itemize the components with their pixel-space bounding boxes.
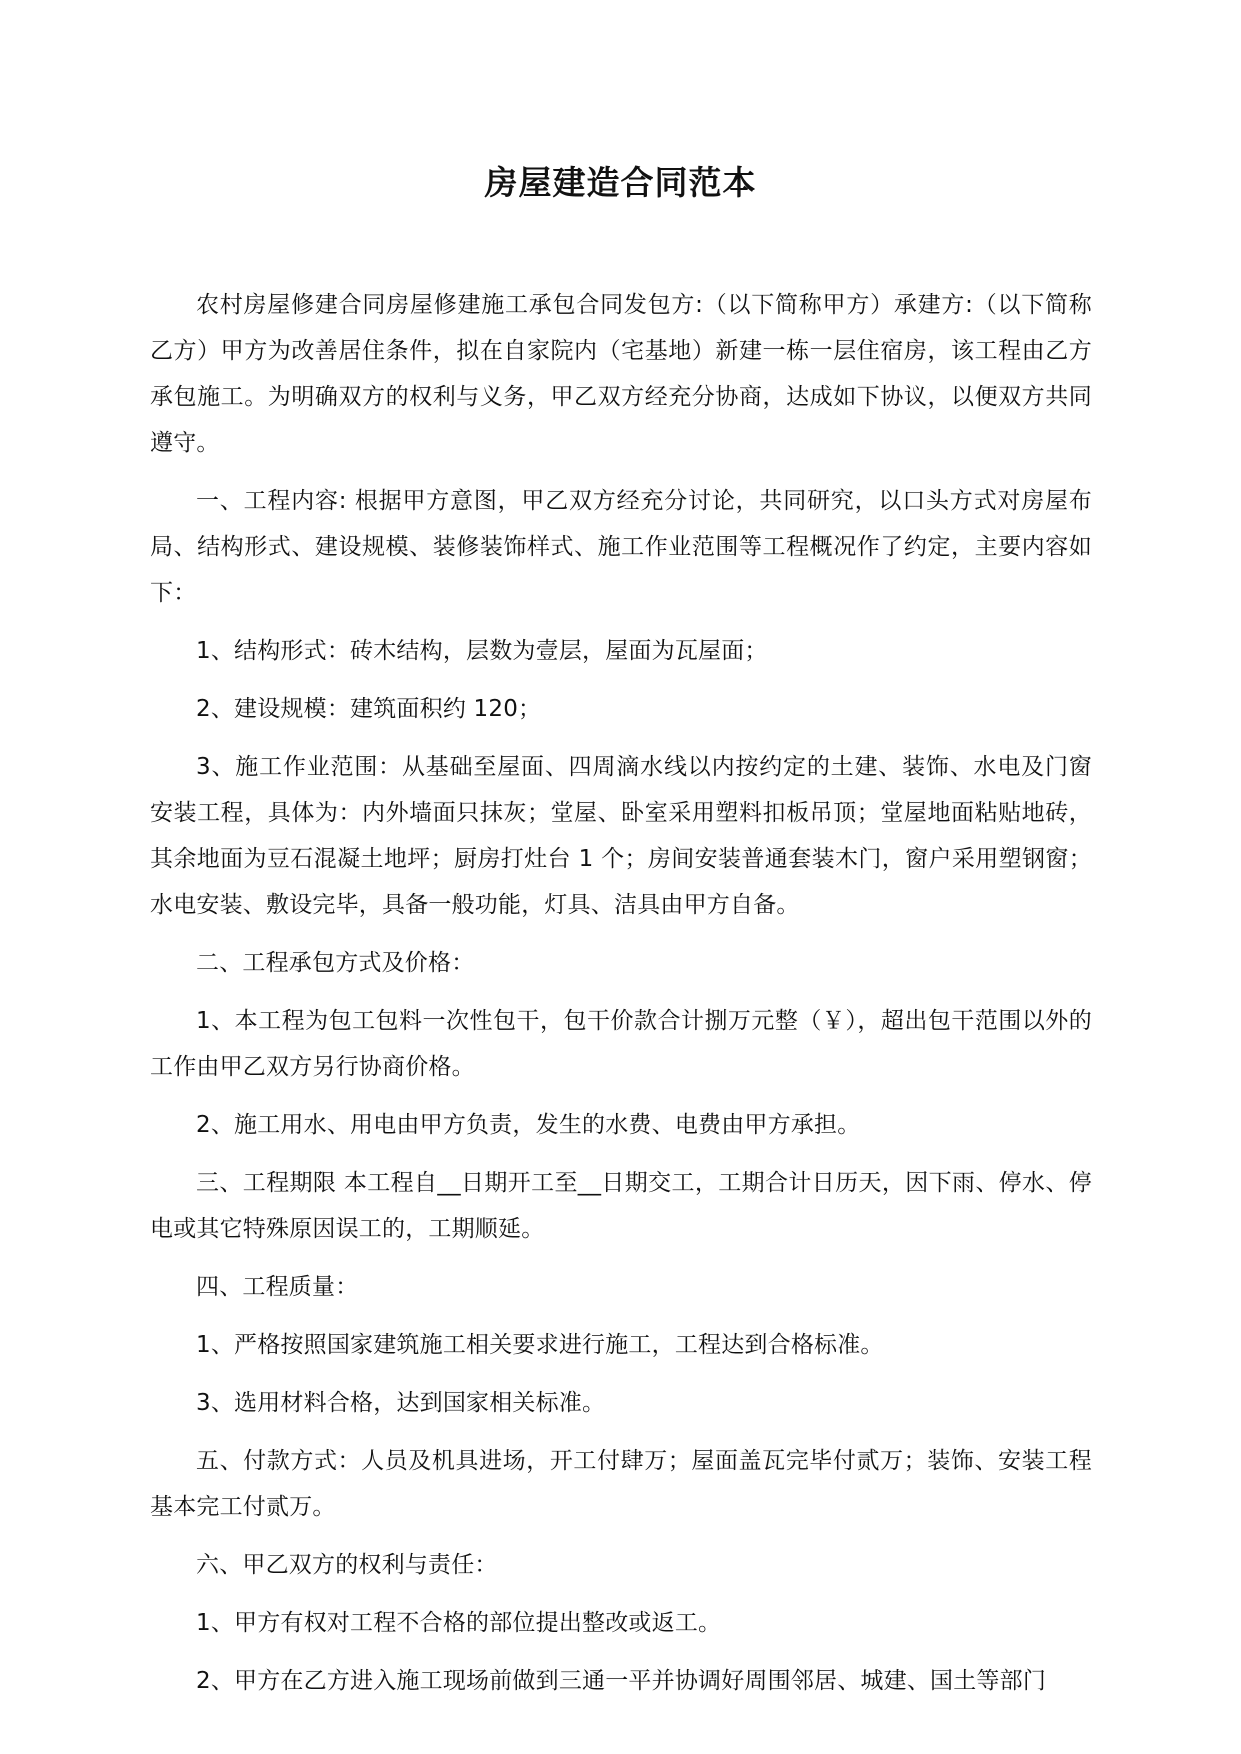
paragraph-section-4: 四、工程质量：	[196, 1274, 359, 1300]
paragraph-section-1: 一、工程内容: 根据甲方意图，甲乙双方经充分讨论，共同研究，以口头方式对房屋布局、结构形式、建设规模、装修装饰样式、施工作业范围等工程概况作了约定，主要内容如下：	[150, 488, 1092, 606]
paragraph-work-scope: 3、施工作业范围：从基础至屋面、四周滴水线以内按约定的土建、装饰、水电及门窗安装工程，具体为：内外墙面只抹灰；堂屋、卧室采用塑料扣板吊顶；堂屋地面粘贴地砖，其余地面为豆石混凝土地坪；厨房打灶台 1 个；房间安装普通套装木门，窗户采用塑钢窗；水电安装、敷设完毕，具备一般功能，灯具、洁具由甲方自备。	[150, 754, 1092, 918]
paragraph-party-a-right: 1、甲方有权对工程不合格的部位提出整改或返工。	[196, 1610, 722, 1636]
paragraph-section-5: 五、付款方式：人员及机具进场，开工付肆万；屋面盖瓦完毕付贰万；装饰、安装工程基本完工付贰万。	[150, 1448, 1092, 1520]
paragraph-materials: 3、选用材料合格，达到国家相关标准。	[196, 1390, 606, 1416]
paragraph-contract-price: 1、本工程为包工包料一次性包干，包干价款合计捌万元整（￥），超出包干范围以外的工作由甲乙双方另行协商价格。	[150, 1008, 1092, 1080]
paragraph-party-a-duty: 2、甲方在乙方进入施工现场前做到三通一平并协调好周围邻居、城建、国土等部门	[196, 1668, 1047, 1694]
paragraph-quality-standard: 1、严格按照国家建筑施工相关要求进行施工，工程达到合格标准。	[196, 1332, 884, 1358]
paragraph-section-3: 三、工程期限 本工程自__日期开工至__日期交工，工期合计日历天，因下雨、停水、停电或其它特殊原因误工的，工期顺延。	[150, 1170, 1092, 1242]
paragraph-structure-form: 1、结构形式：砖木结构，层数为壹层，屋面为瓦屋面；	[196, 638, 768, 664]
paragraph-utilities: 2、施工用水、用电由甲方负责，发生的水费、电费由甲方承担。	[196, 1112, 861, 1138]
paragraph-section-2: 二、工程承包方式及价格：	[196, 950, 475, 976]
paragraph-intro: 农村房屋修建合同房屋修建施工承包合同发包方:（以下简称甲方）承建方:（以下简称乙方）甲方为改善居住条件，拟在自家院内（宅基地）新建一栋一层住宿房，该工程由乙方承包施工。为明确双方的权利与义务，甲乙双方经充分协商，达成如下协议，以便双方共同遵守。	[150, 292, 1092, 456]
document-title: 房屋建造合同范本	[484, 163, 757, 202]
paragraph-construction-scale: 2、建设规模：建筑面积约 120；	[196, 696, 542, 722]
paragraph-section-6: 六、甲乙双方的权利与责任：	[196, 1552, 498, 1578]
document-body	[150, 282, 1092, 1716]
